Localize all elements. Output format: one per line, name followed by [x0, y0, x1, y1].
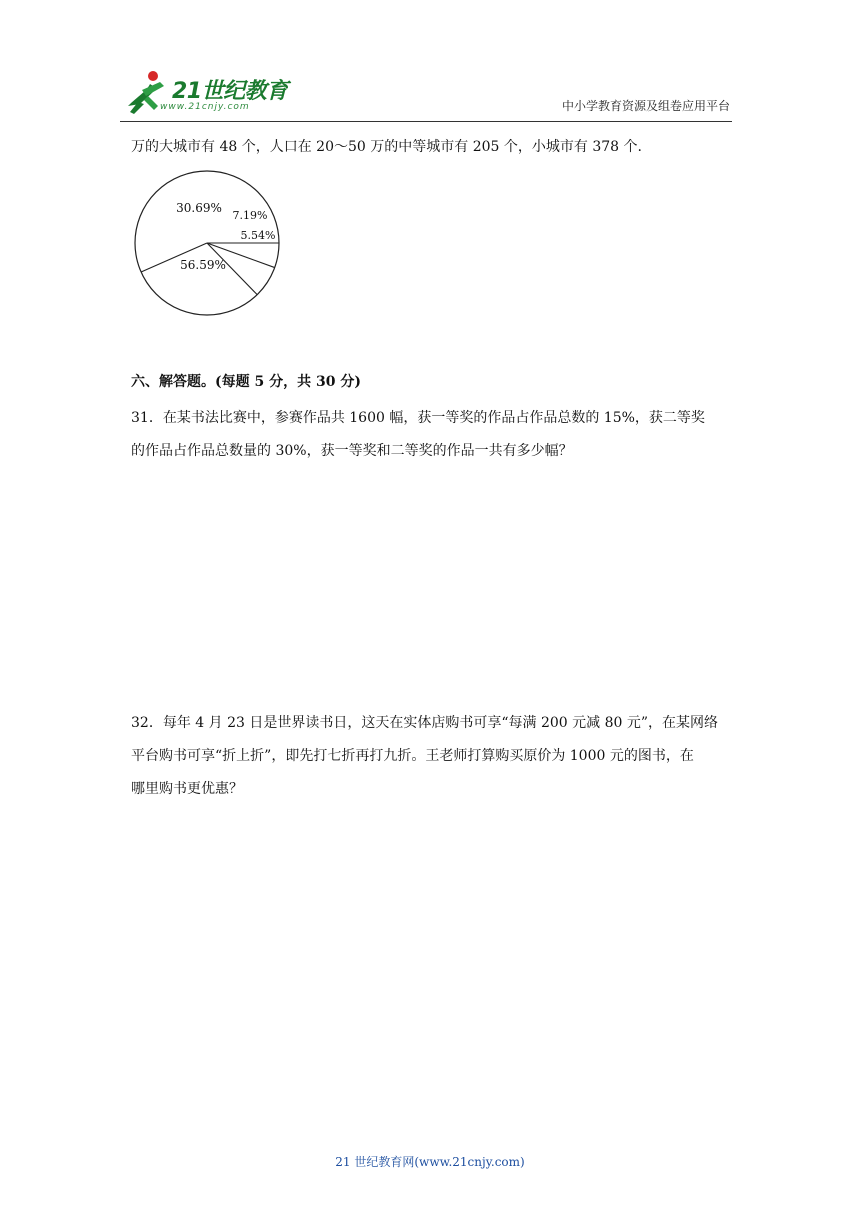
section-title: 六、解答题。(每题 5 分，共 30 分)	[131, 374, 361, 390]
question-31-line-1: 31．在某书法比赛中，参赛作品共 1600 幅，获一等奖的作品占作品总数的 15%，获二等奖	[131, 410, 705, 426]
logo-url: www.21cnjy.com	[160, 102, 250, 112]
logo-text: 21世纪教育	[172, 79, 288, 104]
site-logo[interactable]	[120, 62, 310, 120]
question-32-line-2: 平台购书可享“折上折”，即先打七折再打九折。王老师打算购买原价为 1000 元的图书，在	[131, 748, 694, 764]
question-32-line-1: 32．每年 4 月 23 日是世界读书日，这天在实体店购书可享“每满 200 元减 80 元”，在某网络	[131, 715, 718, 731]
pie-slice-label: 7.19%	[232, 209, 268, 222]
intro-text: 万的大城市有 48 个，人口在 20～50 万的中等城市有 205 个，小城市有 378 个.	[131, 139, 642, 155]
page-header	[0, 0, 860, 125]
pie-slice-label: 30.69%	[176, 201, 222, 215]
pie-slice-label: 56.59%	[180, 258, 226, 272]
pie-chart	[130, 168, 284, 318]
platform-tagline: 中小学教育资源及组卷应用平台	[561, 99, 730, 113]
question-32-line-3: 哪里购书更优惠？	[131, 781, 243, 797]
header-divider	[120, 121, 732, 122]
pie-slice-label: 5.54%	[240, 229, 276, 242]
page-footer[interactable]: 21 世纪教育网(www.21cnjy.com)	[335, 1155, 525, 1169]
question-31-line-2: 的作品占作品总数量的 30%，获一等奖和二等奖的作品一共有多少幅？	[131, 443, 573, 459]
